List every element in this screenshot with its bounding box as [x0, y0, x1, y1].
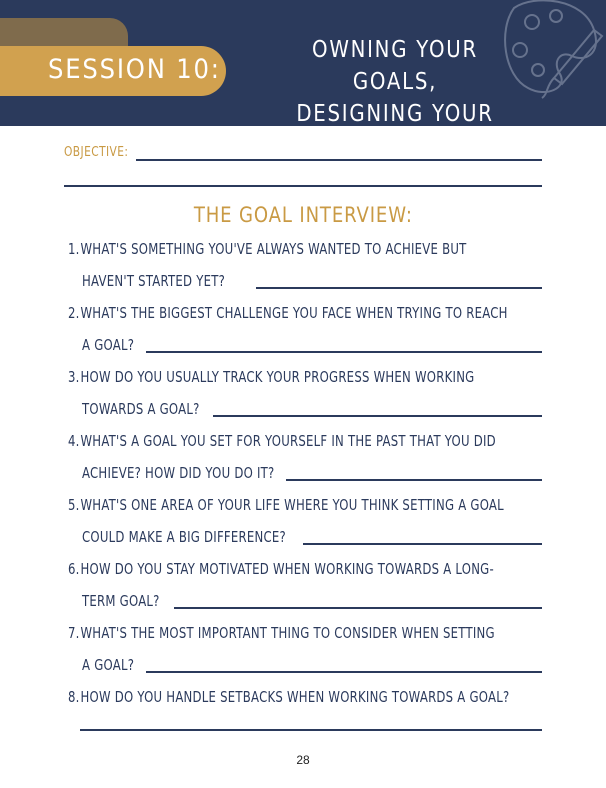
answer-line-4[interactable]: [286, 479, 542, 481]
answer-line-1[interactable]: [256, 287, 542, 289]
session-label: SESSION 10:: [48, 54, 221, 85]
answer-line-6[interactable]: [174, 607, 542, 609]
objective-answer-line[interactable]: [136, 159, 542, 161]
section-title: THE GOAL INTERVIEW:: [193, 203, 413, 227]
answer-line-5[interactable]: [303, 543, 542, 545]
objective-answer-line-2[interactable]: [64, 185, 542, 187]
objective-label: OBJECTIVE:: [64, 145, 129, 160]
answer-line-3[interactable]: [213, 415, 542, 417]
title-line-2: DESIGNING YOUR FUTURE: [296, 101, 494, 159]
title-line-1: OWNING YOUR GOALS,: [312, 37, 478, 95]
objective-row: [64, 145, 542, 165]
page-number: 28: [296, 753, 310, 767]
palette-icon: [494, 0, 606, 102]
answer-line-8[interactable]: [80, 729, 542, 731]
answer-line-7[interactable]: [146, 671, 542, 673]
answer-line-2[interactable]: [146, 351, 542, 353]
